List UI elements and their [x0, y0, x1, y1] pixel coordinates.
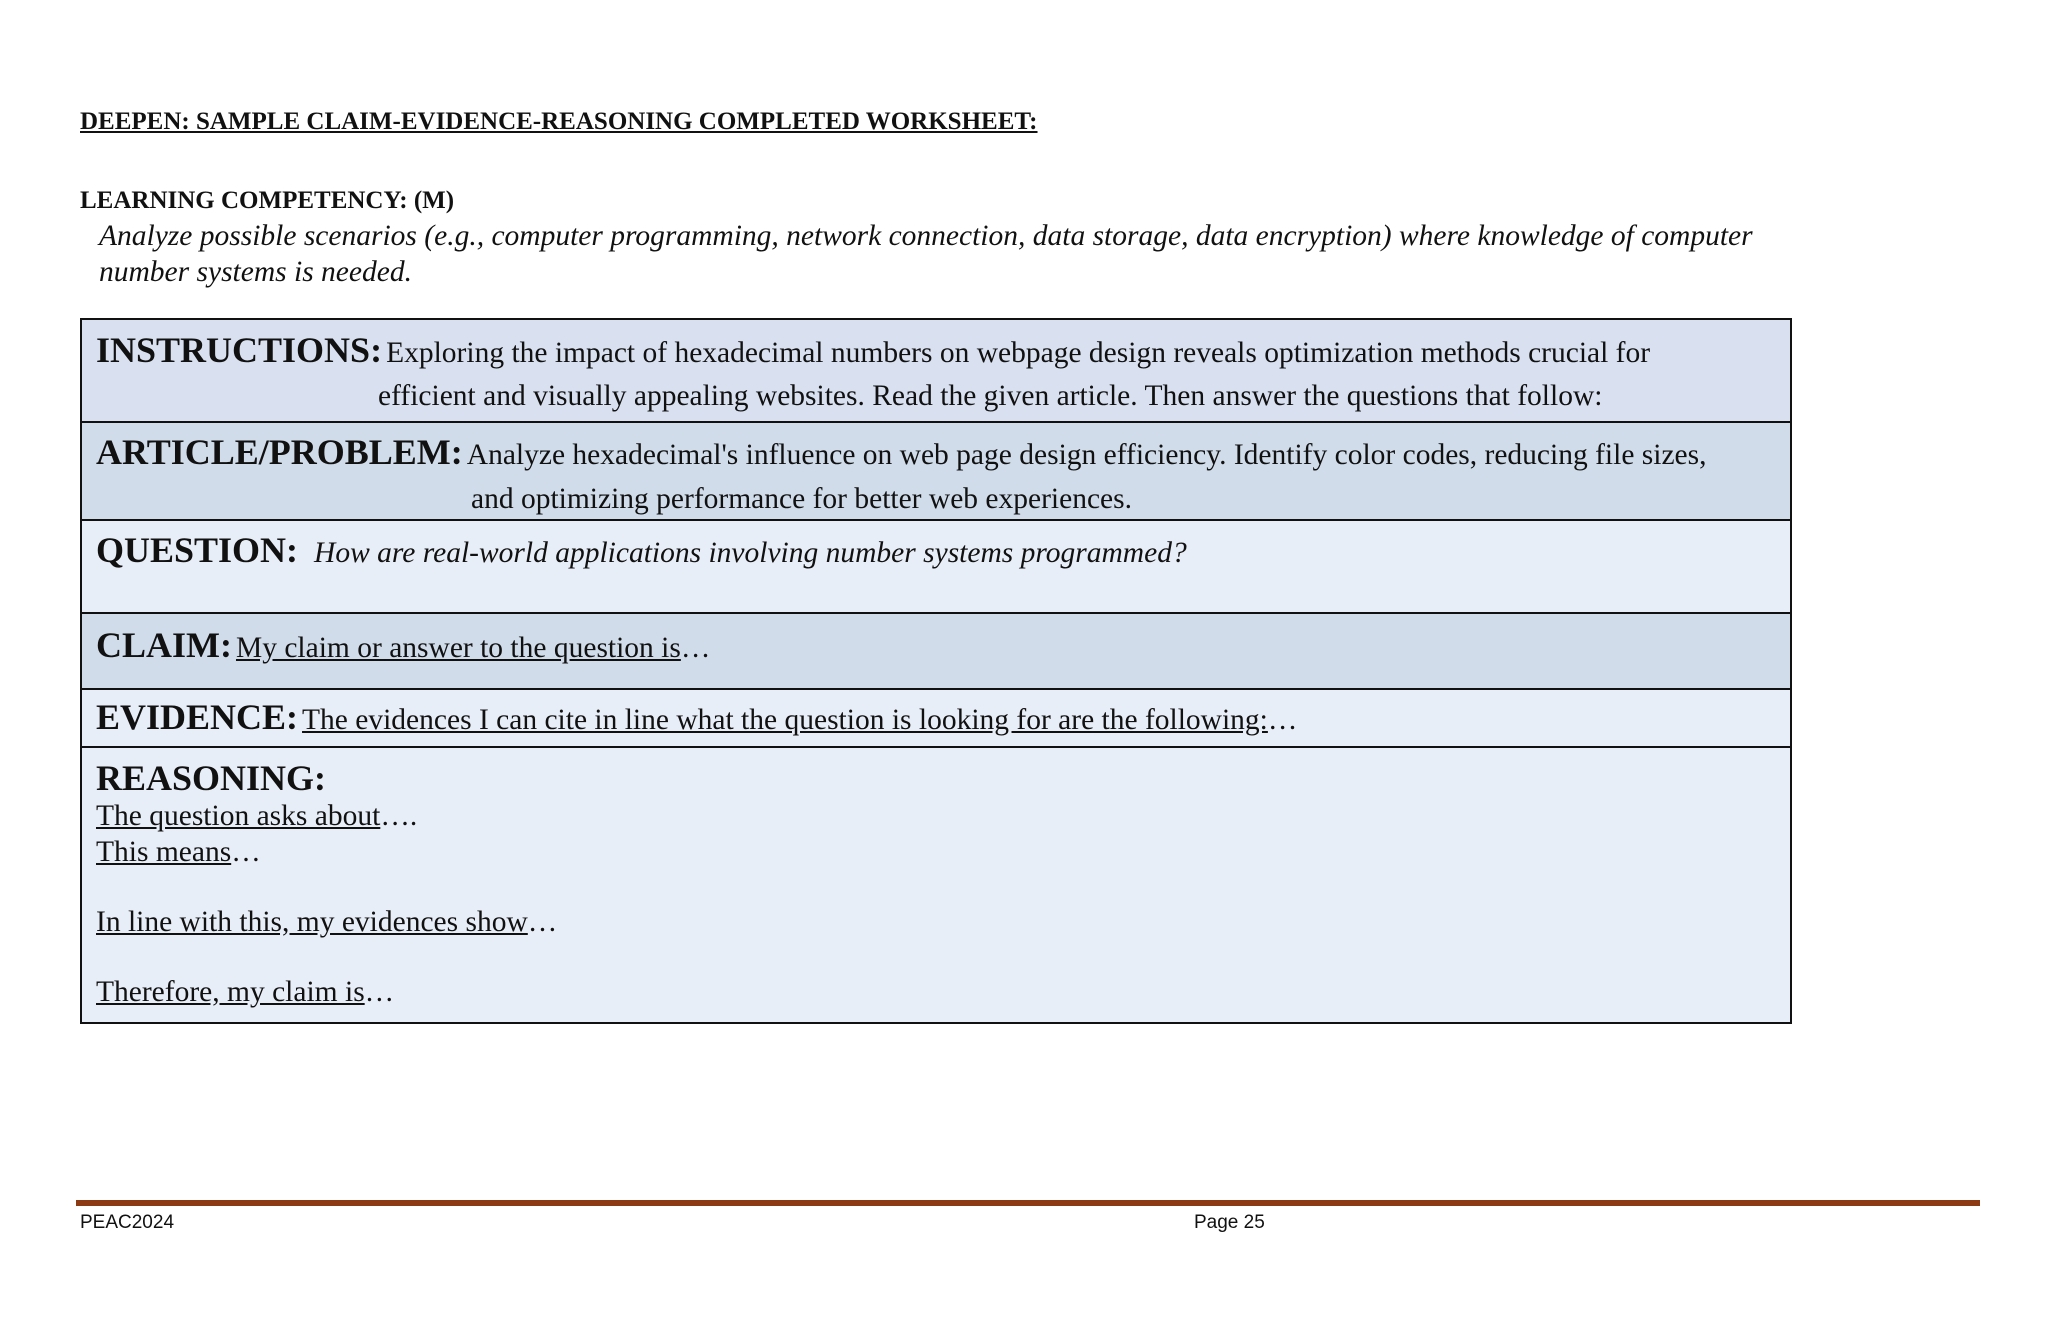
- instructions-text-line2: efficient and visually appealing websites. Read the given article. Then answer the questions that follow:: [378, 380, 1603, 412]
- reasoning-spacer: [96, 870, 1776, 904]
- evidence-prompt: The evidences I can cite in line what the question is looking for are the following:: [302, 704, 1268, 736]
- claim-ellipsis: …: [680, 632, 711, 664]
- instructions-row: [82, 320, 1790, 423]
- reasoning-prompt: In line with this, my evidences show: [96, 906, 528, 938]
- reasoning-label: REASONING:: [96, 758, 327, 798]
- evidence-ellipsis: …: [1267, 704, 1298, 736]
- reasoning-ellipsis: …: [527, 906, 558, 938]
- reasoning-prompt: The question asks about: [96, 800, 381, 832]
- instructions-label: INSTRUCTIONS:: [96, 330, 383, 370]
- cer-worksheet-table: [80, 318, 1792, 1024]
- reasoning-line: [96, 798, 1776, 834]
- reasoning-prompt: This means: [96, 836, 232, 868]
- article-problem-text-line2: and optimizing performance for better web experiences.: [471, 483, 1132, 515]
- evidence-label: EVIDENCE:: [96, 697, 299, 737]
- reasoning-row: [82, 748, 1790, 1022]
- learning-competency-label: LEARNING COMPETENCY: (M): [80, 187, 455, 214]
- claim-label: CLAIM:: [96, 625, 232, 665]
- claim-prompt: My claim or answer to the question is: [235, 632, 681, 664]
- page-heading: DEEPEN: SAMPLE CLAIM-EVIDENCE-REASONING COMPLETED WORKSHEET:: [80, 108, 1038, 135]
- instructions-text-line1: Exploring the impact of hexadecimal numbers on webpage design reveals optimization methods crucial for: [386, 337, 1651, 369]
- article-problem-row: [82, 423, 1790, 521]
- reasoning-line: [96, 974, 1776, 1010]
- footer-divider: [76, 1200, 1980, 1206]
- article-problem-label: ARTICLE/PROBLEM:: [96, 432, 463, 472]
- reasoning-spacer: [96, 940, 1776, 974]
- reasoning-ellipsis: …: [364, 976, 395, 1008]
- question-text: How are real-world applications involving number systems programmed?: [314, 537, 1187, 569]
- learning-competency-text: Analyze possible scenarios (e.g., computer programming, network connection, data storage, data encryption) where knowledge of computer number systems is needed.: [99, 220, 1753, 288]
- footer-doc-code: PEAC2024: [80, 1212, 175, 1233]
- question-label: QUESTION:: [96, 530, 299, 570]
- reasoning-line: [96, 834, 1776, 870]
- article-problem-text-line1: Analyze hexadecimal's influence on web page design efficiency. Identify color codes, reducing file sizes,: [466, 439, 1707, 471]
- reasoning-ellipsis: ….: [380, 800, 418, 832]
- question-row: [82, 521, 1790, 614]
- reasoning-prompt: Therefore, my claim is: [96, 976, 365, 1008]
- reasoning-line: [96, 904, 1776, 940]
- claim-row: [82, 614, 1790, 690]
- footer-page-number: Page 25: [1194, 1212, 1265, 1233]
- reasoning-ellipsis: …: [231, 836, 261, 868]
- evidence-row: [82, 690, 1790, 748]
